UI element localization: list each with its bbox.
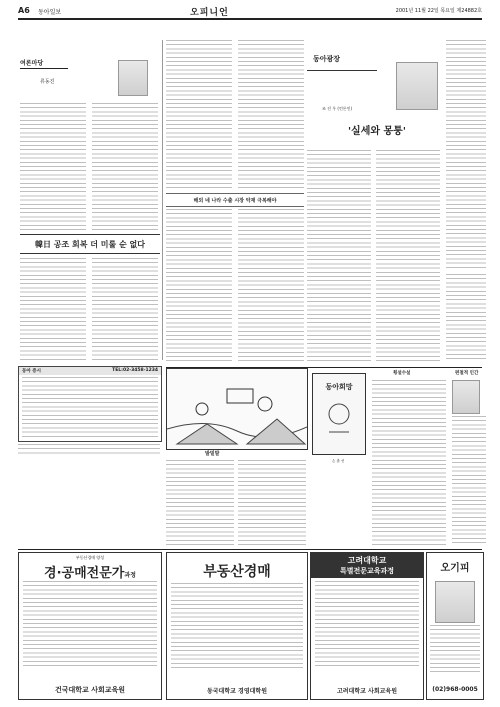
article-text <box>20 258 86 362</box>
editorial-heading: 횡설수설 <box>393 371 411 376</box>
stock-box-header <box>19 367 161 375</box>
article-text <box>166 40 232 190</box>
strip-drawing <box>313 392 365 442</box>
ad-title <box>19 562 161 581</box>
stock-box-title: 동아 증시 <box>22 369 41 374</box>
stock-table <box>22 377 158 437</box>
article-text <box>372 380 446 545</box>
ad-title: 부동산경매 <box>203 564 271 580</box>
article-subhead: 해외 네 나라 수출 시장 악재 극복해야 <box>166 193 304 207</box>
advert-dongguk[interactable] <box>166 552 308 700</box>
kicker-rule <box>307 70 377 71</box>
strip-title: 동아희망 <box>325 383 353 391</box>
column-heading: 발밑말 <box>205 451 220 457</box>
advert-korea-univ[interactable] <box>310 552 424 700</box>
stock-box-phone: TEL:02-3458-1234 <box>112 368 158 373</box>
section-title: 오피니언 <box>190 8 229 18</box>
ad-subtitle: 특별전문교육과정 <box>339 567 395 575</box>
kicker-opinion: 여론마당 <box>20 60 44 67</box>
stock-notes <box>18 444 160 454</box>
kicker-rule <box>20 68 68 69</box>
article-text <box>376 150 440 362</box>
ad-body <box>430 625 480 675</box>
author-name: 류동진 <box>40 79 55 85</box>
header-rule <box>18 18 482 20</box>
article-text <box>92 103 158 232</box>
cartoonist-name: 손 춘 선 <box>332 459 345 463</box>
ad-title: 오기피 <box>440 563 470 574</box>
author-photo <box>118 60 148 96</box>
article-text <box>166 209 232 361</box>
ad-header-bar <box>311 553 423 578</box>
ad-photo <box>435 581 475 623</box>
ad-school-name: 건국대학교 사회교육원 <box>54 686 126 694</box>
editorial-heading: 편철적 인간 <box>455 371 479 376</box>
stock-market-box <box>18 366 162 442</box>
article-text <box>238 40 304 190</box>
advert-konkuk[interactable] <box>18 552 162 700</box>
article-text <box>446 40 486 270</box>
article-text <box>20 103 86 232</box>
author-photo <box>396 62 438 110</box>
ad-title-suffix: 과정 <box>124 572 136 579</box>
cartoon-strip-panel <box>312 373 366 455</box>
kicker-donga-square: 동아광장 <box>313 55 341 63</box>
article-text <box>238 460 306 545</box>
article-text <box>238 209 304 361</box>
ad-body <box>315 581 419 667</box>
article-headline: '실세와 몽퉁' <box>348 126 406 137</box>
ad-body <box>171 583 303 669</box>
ad-title: 고려대학교 <box>347 556 387 565</box>
columnist-photo <box>452 380 480 414</box>
advert-ogipi[interactable] <box>426 552 484 700</box>
article-headline: 韓日 공조 회복 더 미룰 순 없다 <box>20 234 160 254</box>
article-text <box>452 416 486 545</box>
article-text <box>446 274 486 362</box>
dateline: 2001년 11월 22일 목요일 제24882호 <box>395 8 482 14</box>
ad-phone-number: (02)968-0005 <box>432 686 478 693</box>
article-text <box>166 460 234 545</box>
article-text <box>307 150 371 362</box>
page-number: A6 <box>18 6 30 15</box>
author-name: 조 진 우 (언론인) <box>322 106 353 111</box>
ad-school-name: 고려대학교 사회교육원 <box>336 688 398 695</box>
column-divider <box>162 40 163 360</box>
ad-school-name: 동국대학교 경영대학원 <box>206 688 268 695</box>
newspaper-name: 동아일보 <box>38 9 62 16</box>
ad-title-text: 경·공매전문가 <box>44 566 125 581</box>
editorial-cartoon <box>166 368 308 450</box>
ad-divider <box>18 549 482 550</box>
ad-subtitle: 부동산경매 양성 <box>75 555 105 560</box>
article-text <box>92 258 158 362</box>
ad-body <box>23 581 157 669</box>
cartoon-drawing <box>167 369 307 449</box>
